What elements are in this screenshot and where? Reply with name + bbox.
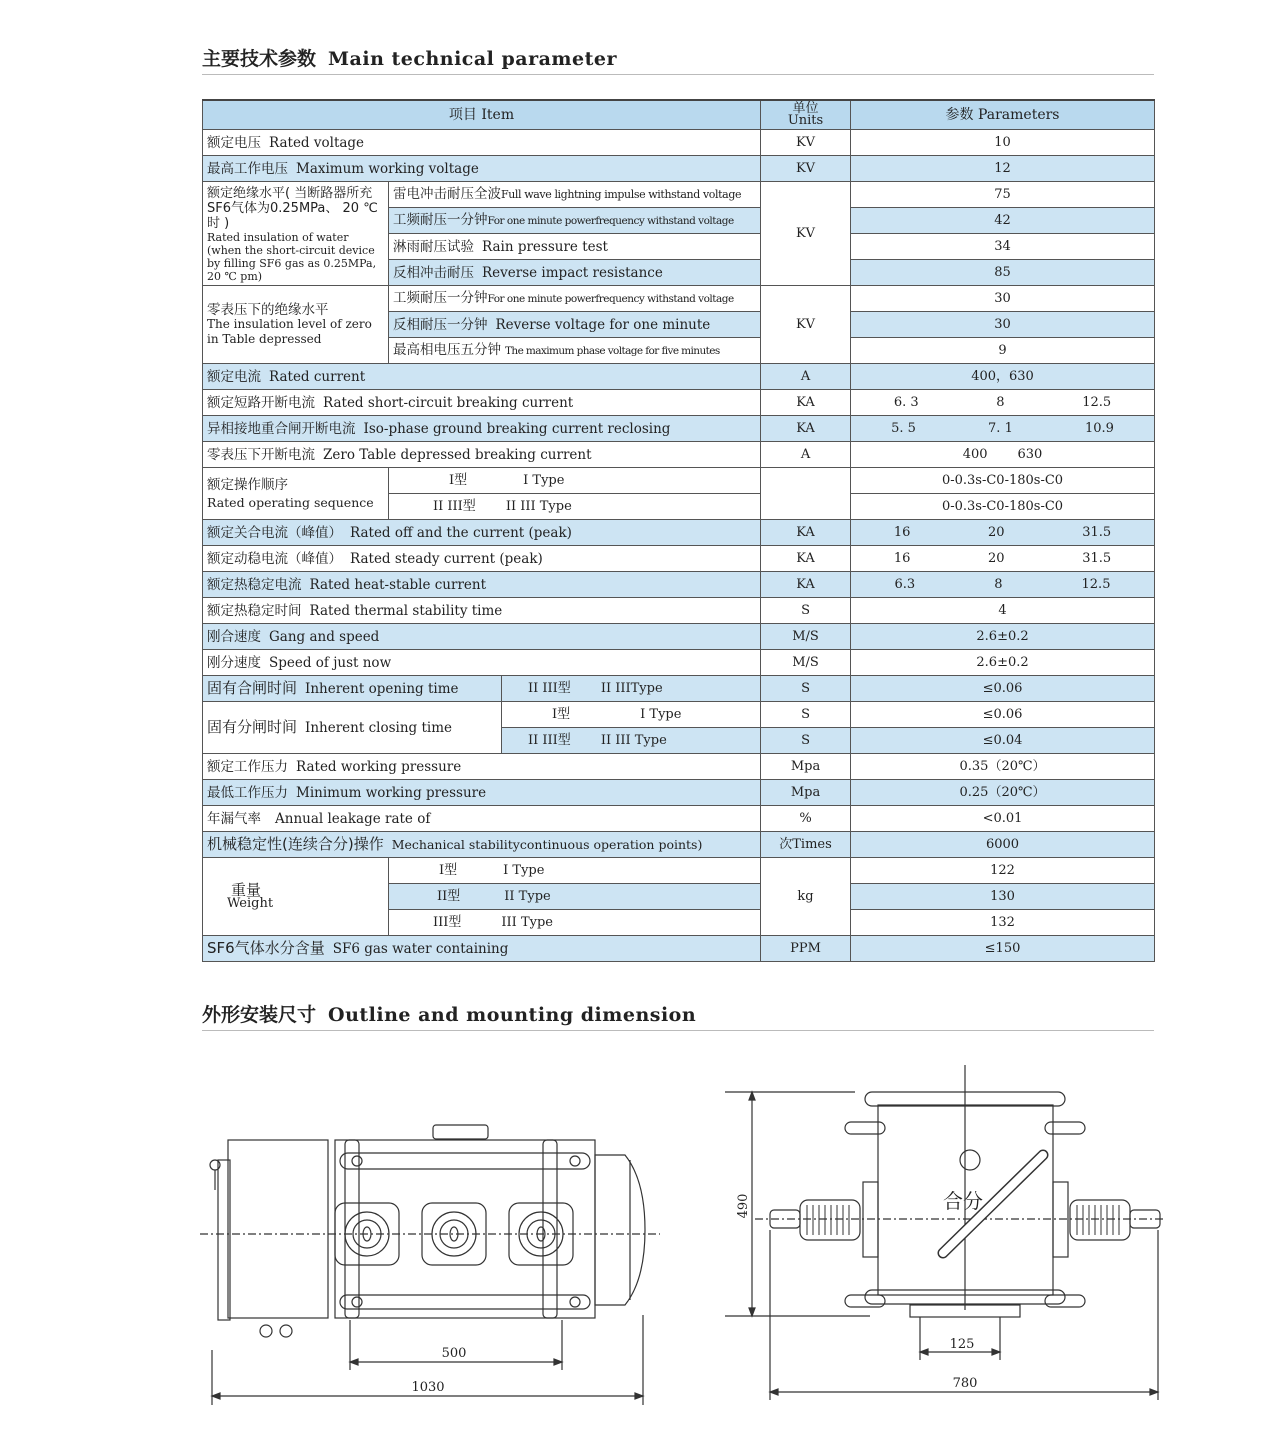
row-gang-speed: 刚合速度 Gang and speed M/S 2.6±0.2 bbox=[203, 624, 1155, 650]
row-close-peak: 额定关合电流（峰值） Rated off and the current (peak) KA 16 20 31.5 bbox=[203, 520, 1155, 546]
row-mechanical: 机械稳定性(连续合分)操作 Mechanical stabilitycontinuous operation points) 次Times 6000 bbox=[203, 832, 1155, 858]
row-leakage: 年漏气率 Annual leakage rate of % <0.01 bbox=[203, 806, 1155, 832]
row-just-now: 刚分速度 Speed of just now M/S 2.6±0.2 bbox=[203, 650, 1155, 676]
header-item: 项目 Item bbox=[203, 100, 761, 130]
breaker-frame bbox=[335, 1140, 595, 1318]
row-iso-phase: 异相接地重合闸开断电流 Iso-phase ground breaking current reclosing KA 5. 5 7. 1 10.9 bbox=[203, 416, 1155, 442]
row-short-circuit: 额定短路开断电流 Rated short-circuit breaking current KA 6. 3 8 12.5 bbox=[203, 390, 1155, 416]
front-view-drawing bbox=[200, 1120, 670, 1420]
dim-780: 780 bbox=[952, 1376, 978, 1391]
outline-title-en: Outline and mounting dimension bbox=[328, 1004, 697, 1026]
row-weight-1: 重量 Weight Ⅰ型 I Type kg 122 bbox=[203, 858, 1155, 884]
main-title-en: Main technical parameter bbox=[328, 48, 617, 70]
row-rated-voltage: 额定电压 Rated voltage KV 10 bbox=[203, 130, 1155, 156]
row-max-voltage: 最高工作电压 Maximum working voltage KV 12 bbox=[203, 156, 1155, 182]
row-min-pressure: 最低工作压力 Minimum working pressure Mpa 0.25（20℃） bbox=[203, 780, 1155, 806]
header-units: 单位 Units bbox=[761, 100, 851, 130]
row-sf6-water: SF6气体水分含量 SF6 gas water containing PPM ≤150 bbox=[203, 936, 1155, 962]
row-weight-2: II型 II Type 130 bbox=[203, 884, 1155, 910]
row-insulation-3: 淋雨耐压试验 Rain pressure test 34 bbox=[203, 234, 1155, 260]
side-view-drawing bbox=[725, 1060, 1175, 1405]
header-params: 参数 Parameters bbox=[851, 100, 1155, 130]
row-op-sequence-1: 额定操作顺序 Rated operating sequence Ⅰ型 I Type 0-0.3s-C0-180s-C0 bbox=[203, 468, 1155, 494]
row-zero-table-1: 零表压下的绝缘水平 The insulation level of zero in Table depressed 工频耐压一分钟For one minute powerfrequency withstand voltage KV 30 bbox=[203, 286, 1155, 312]
row-working-pressure: 额定工作压力 Rated working pressure Mpa 0.35（20℃） bbox=[203, 754, 1155, 780]
bushing-right bbox=[1070, 1200, 1130, 1240]
switch-label: 合分 bbox=[943, 1189, 983, 1213]
row-opening-time: 固有合闸时间 Inherent opening time II III型 II IIIType S ≤0.06 bbox=[203, 676, 1155, 702]
row-thermal-time: 额定热稳定时间 Rated thermal stability time S 4 bbox=[203, 598, 1155, 624]
row-zero-table-3: 最高相电压五分钟 The maximum phase voltage for five minutes 9 bbox=[203, 338, 1155, 364]
parameters-table bbox=[202, 99, 1155, 962]
row-heat-stable: 额定热稳定电流 Rated heat-stable current KA 6.3 8 12.5 bbox=[203, 572, 1155, 598]
outline-title-cn: 外形安装尺寸 bbox=[202, 1004, 317, 1026]
outline-title bbox=[202, 1000, 1154, 1031]
dim-125: 125 bbox=[949, 1337, 975, 1352]
main-title-cn: 主要技术参数 bbox=[202, 48, 317, 70]
main-title bbox=[202, 44, 1154, 75]
mechanism-box bbox=[228, 1140, 328, 1318]
bushing-left bbox=[800, 1200, 860, 1240]
row-zero-table-2: 反相耐压一分钟 Reverse voltage for one minute 30 bbox=[203, 312, 1155, 338]
dim-490: 490 bbox=[736, 1193, 751, 1219]
row-closing-time-2: II III型 II III Type S ≤0.04 bbox=[203, 728, 1155, 754]
row-insulation-2: 工频耐压一分钟For one minute powerfrequency withstand voltage 42 bbox=[203, 208, 1155, 234]
dim-500: 500 bbox=[441, 1346, 467, 1361]
row-insulation-1: 额定绝缘水平( 当断路器所充SF6气体为0.25MPa、 20 ℃时 ) Rated insulation of water (when the short-circuit device by filling SF6 gas as 0.25MPa, 20 ℃ pm) 雷电冲击耐压全波Full wave lightning impulse withstand voltage KV 75 bbox=[203, 182, 1155, 208]
row-zero-breaking: 零表压下开断电流 Zero Table depressed breaking current A 400 630 bbox=[203, 442, 1155, 468]
row-closing-time-1: 固有分闸时间 Inherent closing time Ⅰ型 I Type S ≤0.06 bbox=[203, 702, 1155, 728]
row-weight-3: III型 III Type 132 bbox=[203, 910, 1155, 936]
dim-1030: 1030 bbox=[411, 1380, 445, 1395]
row-steady-peak: 额定动稳电流（峰值） Rated steady current (peak) KA 16 20 31.5 bbox=[203, 546, 1155, 572]
row-insulation-4: 反相冲击耐压 Reverse impact resistance 85 bbox=[203, 260, 1155, 286]
row-rated-current: 额定电流 Rated current A 400，630 bbox=[203, 364, 1155, 390]
row-op-sequence-2: II III型 II III Type 0-0.3s-C0-180s-C0 bbox=[203, 494, 1155, 520]
